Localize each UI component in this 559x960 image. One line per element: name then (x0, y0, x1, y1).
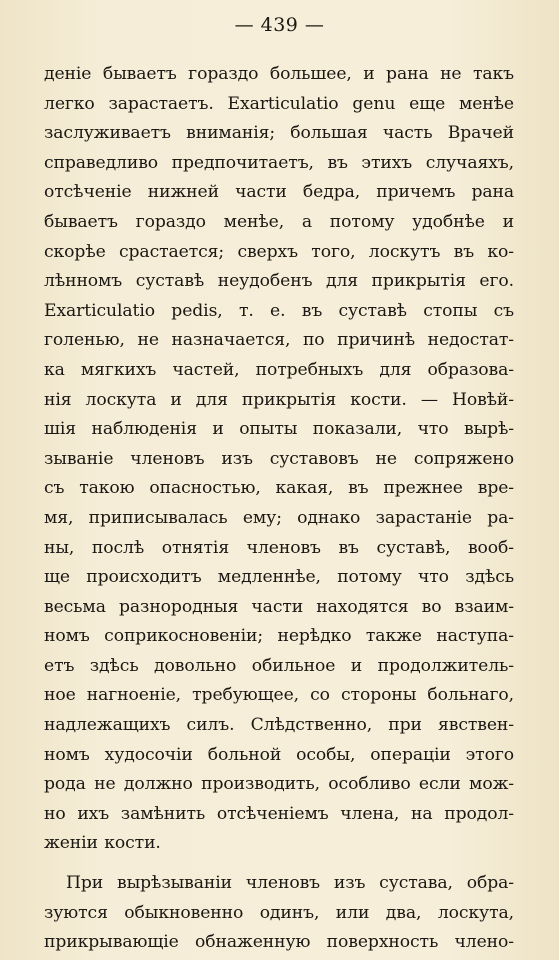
text-line: справедливо предпочитаетъ, въ этихъ случаяхъ, (44, 152, 514, 173)
text-line: съ такою опасностью, какая, въ прежнее вре- (44, 478, 514, 499)
text-line: скорѣе срастается; сверхъ того, лоскутъ въ ко- (44, 241, 514, 262)
text-line: Exarticulatio pedis, т. е. въ суставѣ стопы съ (44, 300, 514, 321)
text-line: лѣнномъ суставѣ неудобенъ для прикрытія его. (44, 271, 514, 292)
text-line: номъ соприкосновеніи; нерѣдко также наступа- (44, 626, 514, 647)
page-number: — 439 — (234, 14, 325, 36)
text-line: но ихъ замѣнить отсѣченіемъ члена, на продол- (44, 803, 514, 824)
text-line: ны, послѣ отнятія членовъ въ суставѣ, вооб- (44, 537, 514, 558)
text-line: отсѣченіе нижней части бедра, причемъ рана (44, 182, 514, 203)
text-line: ще происходитъ медленнѣе, потому что здѣсь (44, 567, 514, 588)
body-text (44, 60, 514, 958)
text-line: прикрывающіе обнаженную поверхность члено- (44, 932, 514, 953)
text-line: голенью, не назначается, по причинѣ недостат- (44, 330, 514, 351)
text-line: мя, приписывалась ему; однако зарастаніе ра- (44, 507, 514, 528)
text-line: надлежащихъ силъ. Слѣдственно, при явствен- (44, 715, 514, 736)
paragraph-spacer (44, 859, 514, 869)
text-line: нія лоскута и для прикрытія кости. — Новѣй- (44, 389, 514, 410)
paragraph-1 (44, 60, 514, 859)
text-line: шія наблюденія и опыты показали, что вырѣ- (44, 419, 514, 440)
paragraph-2 (44, 869, 514, 958)
text-line: зуются обыкновенно одинъ, или два, лоскута, (44, 902, 514, 923)
text-line: весьма разнородныя части находятся во взаим- (44, 596, 514, 617)
text-line: заслуживаетъ вниманія; большая часть Врачей (44, 123, 514, 144)
text-line: При вырѣзываніи членовъ изъ сустава, обра- (66, 873, 514, 894)
text-line: ное нагноеніе, требующее, со стороны больнаго, (44, 685, 514, 706)
text-line: етъ здѣсь довольно обильное и продолжитель- (44, 655, 514, 676)
text-line: ка мягкихъ частей, потребныхъ для образова- (44, 359, 514, 380)
text-line: деніе бываетъ гораздо большее, и рана не такъ (44, 64, 514, 84)
text-line: зываніе членовъ изъ суставовъ не сопряжено (44, 448, 514, 469)
text-line: легко зарастаетъ. Exarticulatio genu еще менѣе (44, 93, 514, 114)
text-line: рода не должно производить, особливо если мож- (44, 774, 514, 795)
text-line: номъ худосочіи больной особы, операціи этого (44, 744, 514, 765)
text-line: бываетъ гораздо менѣе, а потому удобнѣе и (44, 211, 514, 232)
text-line: женіи кости. (44, 833, 161, 854)
